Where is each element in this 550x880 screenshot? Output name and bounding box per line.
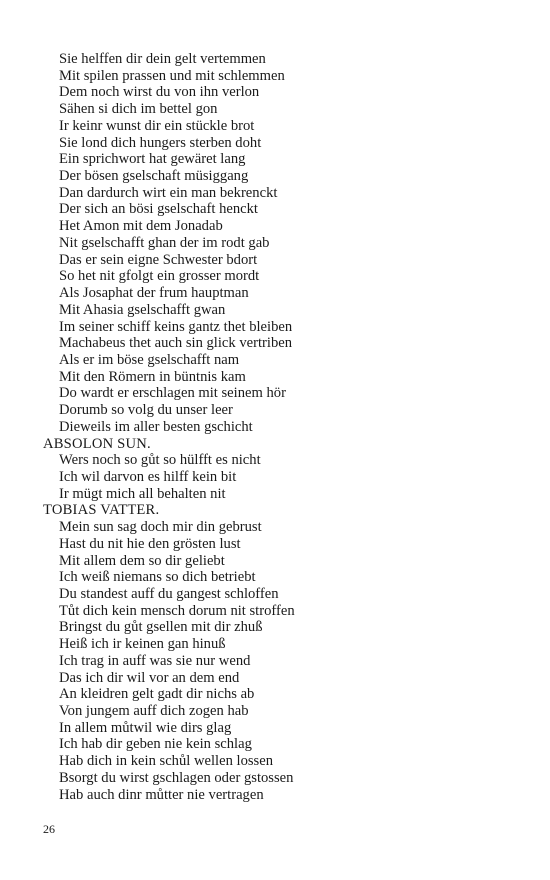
verse-line: Als Josaphat der frum hauptman xyxy=(59,285,249,302)
verse-line: Ir mügt mich all behalten nit xyxy=(59,485,226,502)
verse-line: Nit gselschafft ghan der im rodt gab xyxy=(59,234,270,251)
verse-line: Do wardt er erschlagen mit seinem hör xyxy=(59,385,286,402)
page-number: 26 xyxy=(43,822,55,836)
verse-line: Mein sun sag doch mir din gebrust xyxy=(59,519,262,536)
verse-line: An kleidren gelt gadt dir nichs ab xyxy=(59,686,255,703)
verse-line: Wers noch so gůt so hülfft es nicht xyxy=(59,452,261,469)
verse-line: Hast du nit hie den grösten lust xyxy=(59,535,241,552)
verse-line: Sie lond dich hungers sterben doht xyxy=(59,134,262,151)
verse-line: Machabeus thet auch sin glick vertriben xyxy=(59,335,293,352)
verse-line: Mit den Römern in büntnis kam xyxy=(59,368,246,385)
verse-line: Das er sein eigne Schwester bdort xyxy=(59,251,258,268)
speaker-heading: TOBIAS VATTER. xyxy=(43,502,160,519)
verse-line: Mit spilen prassen und mit schlemmen xyxy=(59,67,285,84)
verse-line: Bringst du gůt gsellen mit dir zhuß xyxy=(59,619,263,636)
verse-line: Mit Ahasia gselschafft gwan xyxy=(59,301,226,318)
verse-text-block xyxy=(43,51,523,803)
verse-line: Dorumb so volg du unser leer xyxy=(59,402,233,419)
verse-line: Als er im böse gselschafft nam xyxy=(59,351,240,368)
verse-line: Heiß ich ir keinen gan hinuß xyxy=(59,636,226,653)
verse-line: Ich hab dir geben nie kein schlag xyxy=(59,736,252,753)
verse-line: Dem noch wirst du von ihn verlon xyxy=(59,84,260,101)
speaker-heading: ABSOLON SUN. xyxy=(43,435,151,452)
verse-line: Der bösen gselschaft müsiggang xyxy=(59,168,249,185)
verse-line: Tůt dich kein mensch dorum nit stroffen xyxy=(59,602,295,619)
verse-line: Bsorgt du wirst gschlagen oder gstossen xyxy=(59,769,294,786)
verse-line: Dan dardurch wirt ein man bekrenckt xyxy=(59,184,278,201)
verse-line: Im seiner schiff keins gantz thet bleiben xyxy=(59,318,293,335)
verse-line: Sähen si dich im bettel gon xyxy=(59,101,218,118)
verse-line: Ir keinr wunst dir ein stückle brot xyxy=(59,117,255,134)
verse-line: Dieweils im aller besten gschicht xyxy=(59,418,253,435)
verse-line: Hab dich in kein schůl wellen lossen xyxy=(59,753,273,770)
verse-line: Het Amon mit dem Jonadab xyxy=(59,218,223,235)
verse-line: Du standest auff du gangest schloffen xyxy=(59,586,279,602)
verse-line: Hab auch dinr můtter nie vertragen xyxy=(59,786,264,803)
verse-line: In allem můtwil wie dirs glag xyxy=(59,719,232,736)
verse-line: Mit allem dem so dir geliebt xyxy=(59,552,225,569)
verse-line: Das ich dir wil vor an dem end xyxy=(59,669,240,686)
verse-line: Sie helffen dir dein gelt vertemmen xyxy=(59,51,266,67)
verse-line: So het nit gfolgt ein grosser mordt xyxy=(59,268,260,285)
verse-line: Der sich an bösi gselschaft henckt xyxy=(59,201,258,218)
verse-line: Ein sprichwort hat gewäret lang xyxy=(59,151,246,168)
verse-line: Ich wil darvon es hilff kein bit xyxy=(59,468,237,485)
verse-line: Von jungem auff dich zogen hab xyxy=(59,703,249,720)
verse-line: Ich weiß niemans so dich betriebt xyxy=(59,569,256,586)
verse-line: Ich trag in auff was sie nur wend xyxy=(59,652,251,669)
